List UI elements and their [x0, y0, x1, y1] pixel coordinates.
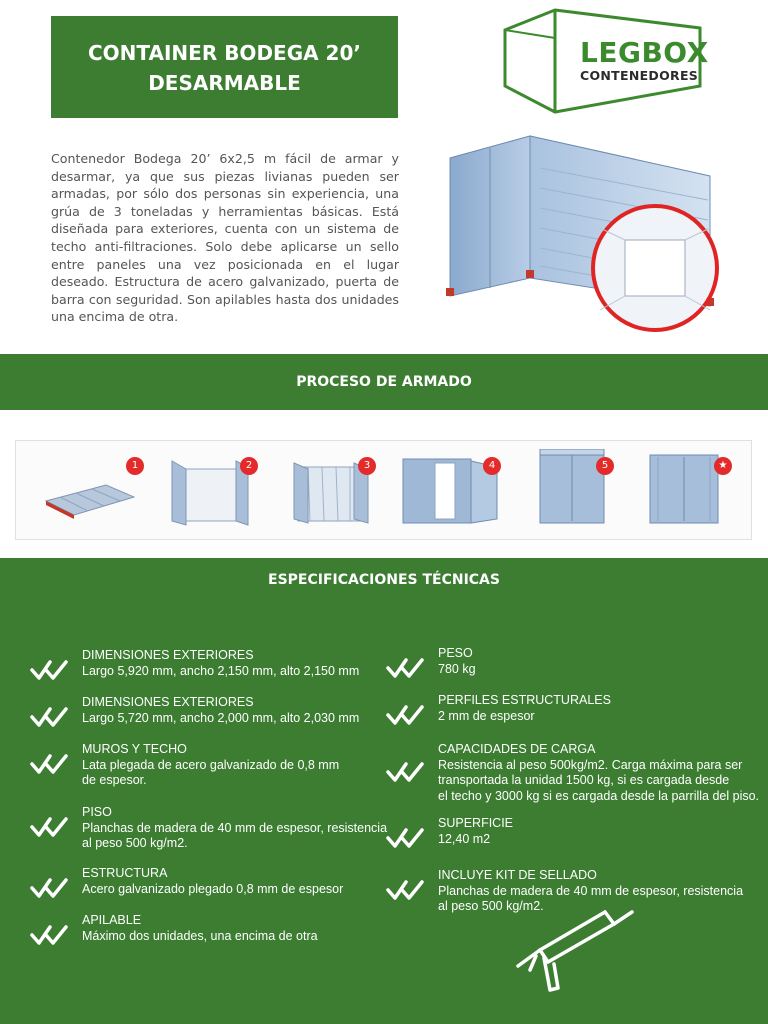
spec-label: DIMENSIONES EXTERIORES	[82, 648, 254, 662]
assembly-step-3	[288, 449, 388, 533]
double-check-icon	[386, 656, 426, 680]
step-badge-4: 4	[483, 457, 501, 475]
assembly-step-2	[166, 449, 266, 533]
roof-icon	[536, 449, 636, 533]
step-badge-3: 3	[358, 457, 376, 475]
spec-label: PISO	[82, 805, 112, 819]
logo-brand: LEGBOX	[580, 36, 709, 69]
assembly-step-final	[648, 449, 748, 533]
assembly-step-1	[36, 449, 139, 533]
step-badge-final: ★	[714, 457, 732, 475]
spec-label: DIMENSIONES EXTERIORES	[82, 695, 254, 709]
spec-label: INCLUYE KIT DE SELLADO	[438, 868, 597, 882]
spec-value: Planchas de madera de 40 mm de espesor, resistencia al peso 500 kg/m2.	[438, 883, 744, 913]
assembly-steps	[15, 440, 752, 540]
legbox-logo	[500, 8, 710, 118]
logo-subtitle: CONTENEDORES	[580, 68, 699, 83]
spec-label: APILABLE	[82, 913, 142, 927]
spec-label: SUPERFICIE	[438, 816, 514, 830]
step-badge-2: 2	[240, 457, 258, 475]
container-hero-image	[440, 128, 730, 333]
spec-value: 780 kg	[438, 661, 476, 676]
step-badge-1: 1	[126, 457, 144, 475]
assembly-step-4	[401, 449, 501, 533]
title-line-2: DESARMABLE	[148, 71, 301, 95]
spec-label: CAPACIDADES DE CARGA	[438, 742, 596, 756]
caulking-gun-icon	[510, 900, 640, 1000]
title-line-1: CONTAINER BODEGA 20’	[88, 41, 361, 65]
spec-value: Planchas de madera de 40 mm de espesor, resistencia al peso 500 kg/m2.	[82, 820, 388, 850]
spec-value: Resistencia al peso 500kg/m2. Carga máxima para ser transportada la unidad 1500 kg, si es cargada desde el techo y 3000 kg si es cargada desde la parrilla del piso.	[438, 757, 760, 803]
specs-heading: ESPECIFICACIONES TÉCNICAS	[268, 572, 500, 588]
double-check-icon	[30, 658, 70, 682]
specs-section	[0, 558, 768, 1024]
assembly-step-5	[536, 449, 636, 533]
double-check-icon	[30, 815, 70, 839]
spec-value: Lata plegada de acero galvanizado de 0,8 mm de espesor.	[82, 757, 340, 787]
spec-label: ESTRUCTURA	[82, 866, 168, 880]
step-badge-5: 5	[596, 457, 614, 475]
spec-label: PESO	[438, 646, 473, 660]
double-check-icon	[30, 876, 70, 900]
spec-label: PERFILES ESTRUCTURALES	[438, 693, 611, 707]
spec-value: Máximo dos unidades, una encima de otra	[82, 928, 318, 943]
double-check-icon	[30, 923, 70, 947]
spec-value: 2 mm de espesor	[438, 708, 535, 723]
finished-container-icon	[648, 449, 748, 533]
double-check-icon	[386, 703, 426, 727]
spec-value: Acero galvanizado plegado 0,8 mm de espesor	[82, 881, 344, 896]
proceso-heading: PROCESO DE ARMADO	[0, 354, 768, 410]
spec-value: 12,40 m2	[438, 831, 491, 846]
spec-value: Largo 5,920 mm, ancho 2,150 mm, alto 2,150 mm	[82, 663, 360, 678]
double-check-icon	[386, 760, 426, 784]
page-title	[51, 16, 398, 118]
double-check-icon	[30, 705, 70, 729]
double-check-icon	[30, 752, 70, 776]
floor-frame-icon	[36, 449, 136, 533]
intro-paragraph: Contenedor Bodega 20’ 6x2,5 m fácil de armar y desarmar, ya que sus piezas livianas pueden ser armadas, por sólo dos personas sin experiencia, una grúa de 3 toneladas y herramientas básicas. Está diseñada para exteriores, cuenta con un sistema de techo anti-filtraciones. Solo debe aplicarse un sello entre paneles una vez posicionada en el lugar deseado. Estructura de acero galvanizado, puerta de barra con seguridad. Son apilables hasta dos unidades una encima de otra.	[51, 151, 399, 325]
spec-value: Largo 5,720 mm, ancho 2,000 mm, alto 2,030 mm	[82, 710, 360, 725]
spec-label: MUROS Y TECHO	[82, 742, 187, 756]
double-check-icon	[386, 878, 426, 902]
double-check-icon	[386, 826, 426, 850]
